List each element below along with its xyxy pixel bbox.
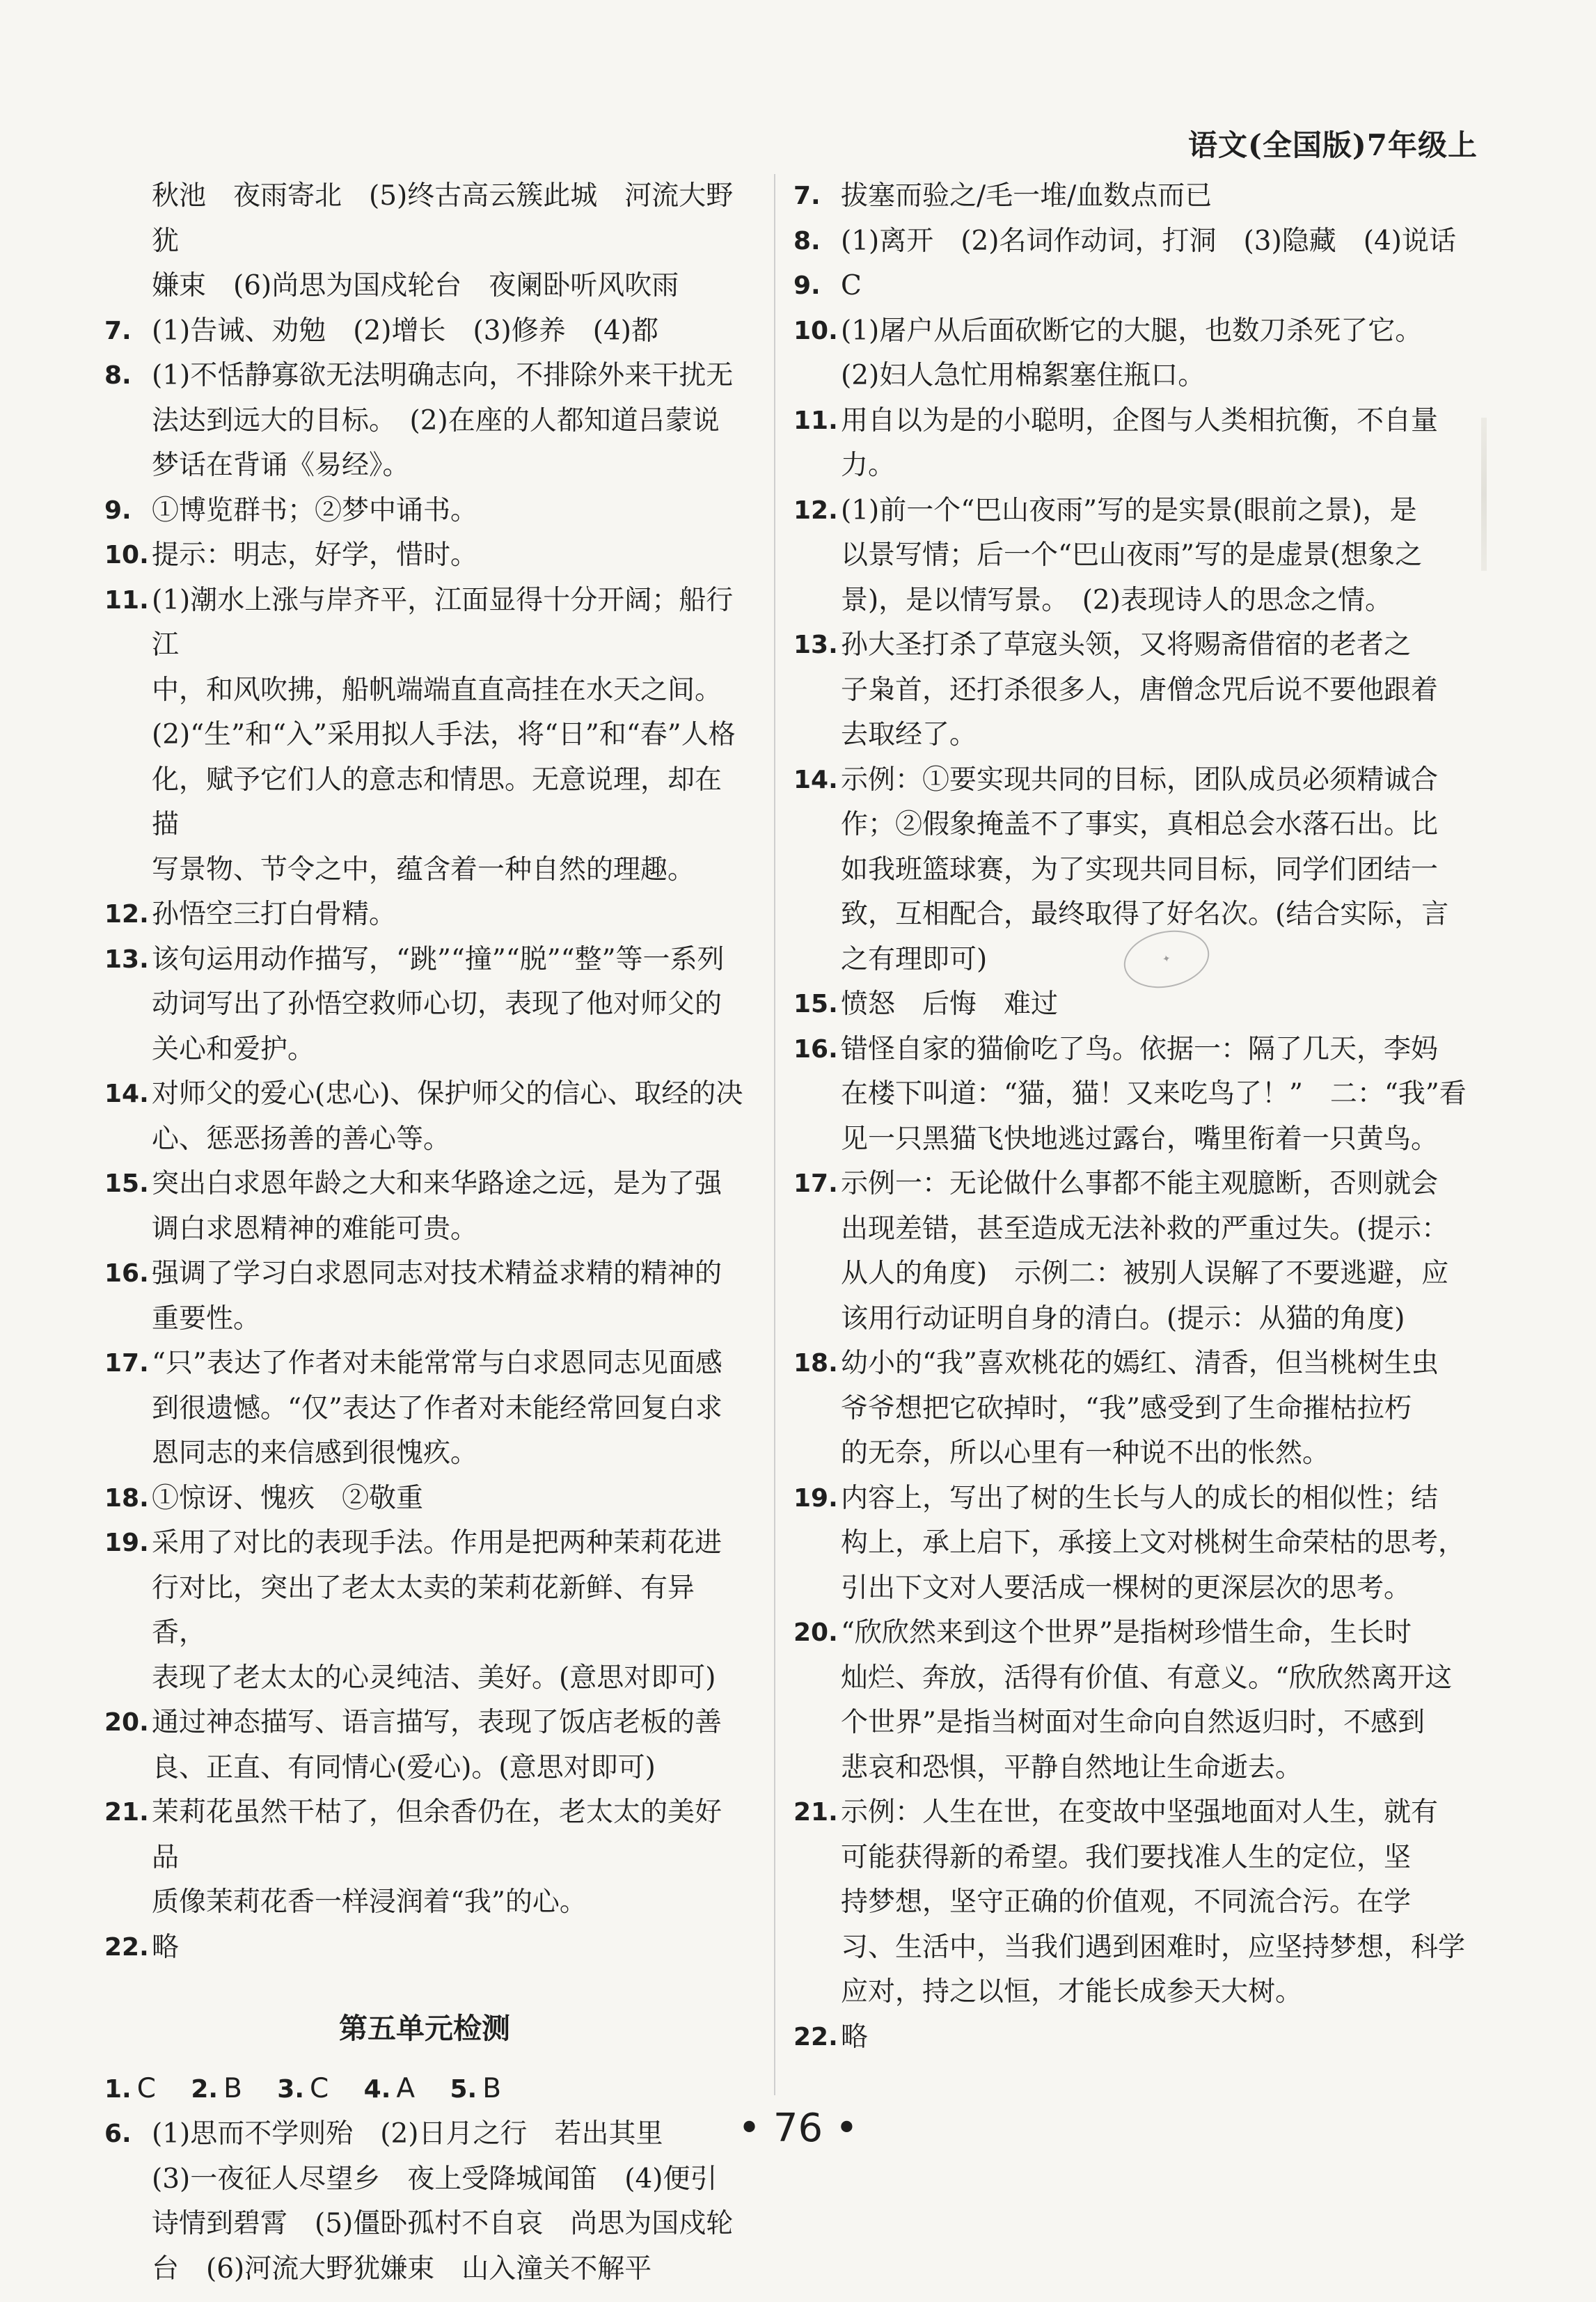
- watermark-stamp: ✦: [1119, 923, 1215, 995]
- text-line: 示例一：无论做什么事都不能主观臆断，否则就会: [841, 1168, 1439, 1199]
- answer-item: [104, 1790, 745, 1925]
- text-line: 错怪自家的猫偷吃了鸟。依据一：隔了几天，李妈: [841, 1033, 1439, 1065]
- answer-item: [793, 1162, 1490, 1341]
- text-line: 可能获得新的希望。我们要找准人生的定位，坚: [841, 1841, 1412, 1873]
- text-line: 幼小的“我”喜欢桃花的嫣红、清香，但当桃树生虫: [841, 1348, 1439, 1379]
- text-line: (1)屠户从后面砍断它的大腿，也数刀杀死了它。: [841, 315, 1423, 347]
- text-line: 灿烂、奔放，活得有价值、有意义。“欣欣然离开这: [841, 1662, 1452, 1694]
- text-line: 突出白求恩年龄之大和来华路途之远，是为了强: [152, 1168, 722, 1199]
- text-line: 以景写情；后一个“巴山夜雨”写的是虚景(想象之: [841, 539, 1423, 571]
- answer-item: [104, 892, 745, 938]
- answer-number: 16.: [793, 1034, 838, 1064]
- text-line: C: [841, 270, 862, 301]
- answer-number: 14.: [793, 765, 838, 794]
- text-line: 见一只黑猫飞快地逃过露台，嘴里衔着一只黄鸟。: [841, 1123, 1439, 1155]
- text-line: ①博览群书；②梦中诵书。: [152, 494, 478, 526]
- answer-number: 8.: [104, 361, 132, 390]
- text-line: ①惊讶、愧疚 ②敬重: [152, 1482, 424, 1514]
- answer-number: 9.: [793, 271, 821, 300]
- answer-continuation: [104, 174, 745, 309]
- answer-item: [104, 1476, 745, 1522]
- text-line: 子枭首，还打杀很多人，唐僧念咒后说不要他跟着: [841, 674, 1439, 706]
- left-column: [104, 174, 745, 2292]
- text-line: 法达到远大的目标。 (2)在座的人都知道吕蒙说: [152, 404, 720, 436]
- mc-answer: C: [136, 2072, 156, 2104]
- text-line: (1)不恬静寡欲无法明确志向，不排除外来干扰无: [152, 360, 734, 391]
- answer-item: [793, 399, 1490, 489]
- answer-item: [793, 309, 1490, 399]
- answer-item: [104, 578, 745, 893]
- text-line: 恩同志的来信感到很愧疚。: [152, 1437, 478, 1469]
- answer-item: [793, 264, 1490, 309]
- mc-number: 2.: [191, 2074, 219, 2104]
- text-line: 强调了学习白求恩同志对技术精益求精的精神的: [152, 1258, 722, 1289]
- text-line: 致，互相配合，最终取得了好名次。(结合实际，言: [841, 899, 1449, 930]
- answer-item: [793, 623, 1490, 758]
- answer-number: 17.: [104, 1349, 149, 1378]
- answer-number: 21.: [793, 1798, 838, 1827]
- text-line: 去取经了。: [841, 719, 977, 750]
- right-column: [793, 174, 1490, 2060]
- answer-item: [104, 1925, 745, 1971]
- text-line: 到很遗憾。“仅”表达了作者对未能经常回复白求: [152, 1392, 722, 1424]
- answer-number: 18.: [104, 1483, 149, 1513]
- text-line: 习、生活中，当我们遇到困难时，应坚持梦想，科学: [841, 1931, 1466, 1963]
- text-line: 悲哀和恐惧，平静自然地让生命逝去。: [841, 1751, 1303, 1783]
- answer-item: [104, 354, 745, 489]
- answer-number: 6.: [104, 2120, 132, 2148]
- answer-number: 16.: [104, 1259, 149, 1288]
- text-line: 孙悟空三打白骨精。: [152, 899, 397, 930]
- mc-number: 5.: [450, 2074, 477, 2104]
- answer-item: [104, 1252, 745, 1341]
- text-line: 个世界”是指当树面对生命向自然返归时，不感到: [841, 1707, 1425, 1738]
- text-line: 质像茉莉花香一样浸润着“我”的心。: [152, 1886, 587, 1918]
- answer-number: 22.: [104, 1932, 149, 1962]
- answer-item: [104, 309, 745, 354]
- text-line: 愤怒 后悔 难过: [841, 988, 1059, 1020]
- text-line: 心、惩恶扬善的善心等。: [152, 1123, 451, 1155]
- answer-item: [793, 982, 1490, 1027]
- answer-item: [104, 1072, 745, 1162]
- answer-number: 14.: [104, 1080, 149, 1108]
- answer-item: [104, 489, 745, 534]
- text-line: (2)妇人急忙用棉絮塞住瓶口。: [841, 360, 1206, 391]
- text-line: 略: [152, 1931, 180, 1963]
- answer-number: 12.: [793, 496, 838, 525]
- text-line: 关心和爱护。: [152, 1033, 315, 1065]
- right-answer-list: [793, 174, 1490, 2060]
- text-line: 略: [841, 2021, 869, 2053]
- page-number: • 76 •: [738, 2106, 858, 2151]
- text-line: 出现差错，甚至造成无法补救的严重过失。(提示：: [841, 1213, 1449, 1245]
- answer-number: 20.: [104, 1708, 149, 1737]
- text-line: 重要性。: [152, 1302, 261, 1334]
- answer-item: [793, 1790, 1490, 2015]
- answer-number: 21.: [104, 1798, 149, 1827]
- text-line: 秋池 夜雨寄北 (5)终古高云簇此城 河流大野犹: [152, 180, 734, 257]
- answer-item: [793, 2015, 1490, 2060]
- text-line: 台 (6)河流大野犹嫌束 山入潼关不解平: [152, 2253, 652, 2285]
- answer-item: [104, 1162, 745, 1252]
- text-line: 通过神态描写、语言描写，表现了饭店老板的善: [152, 1707, 722, 1738]
- answer-item: [793, 489, 1490, 624]
- text-line: 的无奈，所以心里有一种说不出的怅然。: [841, 1437, 1330, 1469]
- page-edge-texture: [1481, 418, 1487, 571]
- answer-number: 20.: [793, 1618, 838, 1647]
- text-line: 对师父的爱心(忠心)、保护师父的信心、取经的决: [152, 1078, 743, 1110]
- text-line: 该句运用动作描写，“跳”“撞”“脱”“整”等一系列: [152, 943, 725, 975]
- answer-number: 7.: [104, 316, 132, 345]
- answer-number: 15.: [793, 990, 838, 1018]
- text-line: 示例：①要实现共同的目标，团队成员必须精诚合: [841, 764, 1439, 796]
- text-line: (1)思而不学则殆 (2)日月之行 若出其里: [152, 2118, 663, 2150]
- text-line: 动词写出了孙悟空救师心切，表现了他对师父的: [152, 988, 722, 1020]
- column-divider: [774, 174, 775, 2095]
- text-line: 化，赋予它们人的意志和情思。无意说理，却在描: [152, 764, 722, 840]
- text-line: 持梦想，坚守正确的价值观，不同流合污。在学: [841, 1886, 1412, 1918]
- text-line: (2)“生”和“入”采用拟人手法，将“日”和“春”人格: [152, 719, 736, 750]
- text-line: 梦话在背诵《易经》。: [152, 450, 410, 481]
- answer-item: [793, 1476, 1490, 1611]
- text-line: (1)潮水上涨与岸齐平，江面显得十分开阔；船行江: [152, 584, 734, 661]
- text-line: 内容上，写出了树的生长与人的成长的相似性；结: [841, 1482, 1439, 1514]
- mc-answer: B: [482, 2072, 501, 2104]
- mc-number: 3.: [277, 2074, 305, 2104]
- mc-answer: A: [396, 2072, 416, 2104]
- answer-item: [793, 219, 1490, 265]
- answer-item: [793, 1027, 1490, 1162]
- mc-answer: C: [310, 2072, 329, 2104]
- text-line: 良、正直、有同情心(爱心)。(意思对即可): [152, 1751, 656, 1783]
- text-line: 之有理即可): [841, 943, 988, 975]
- text-line: 示例：人生在世，在变故中坚强地面对人生，就有: [841, 1797, 1439, 1828]
- text-line: 拔塞而验之/毛一堆/血数点而已: [841, 180, 1212, 212]
- answer-number: 15.: [104, 1169, 149, 1198]
- text-line: 应对，持之以恒，才能长成参天大树。: [841, 1976, 1303, 2008]
- text-line: 行对比，突出了老太太卖的茉莉花新鲜、有异香，: [152, 1572, 695, 1648]
- answer-number: 19.: [793, 1483, 838, 1513]
- answer-number: 8.: [793, 226, 821, 255]
- text-line: 中，和风吹拂，船帆端端直直高挂在水天之间。: [152, 674, 722, 706]
- text-line: 调白求恩精神的难能可贵。: [152, 1213, 478, 1245]
- text-line: 提示：明志，好学，惜时。: [152, 539, 478, 571]
- text-line: 该用行动证明自身的清白。(提示：从猫的角度): [841, 1302, 1405, 1334]
- left-answer-list: [104, 309, 745, 1971]
- text-line: 诗情到碧霄 (5)僵卧孤村不自哀 尚思为国戍轮: [152, 2208, 734, 2239]
- text-line: 茉莉花虽然干枯了，但余香仍在，老太太的美好品: [152, 1797, 722, 1873]
- text-line: (3)一夜征人尽望乡 夜上受降城闻笛 (4)便引: [152, 2163, 718, 2195]
- answer-number: 10.: [104, 541, 149, 569]
- answer-number: 13.: [793, 631, 838, 659]
- answer-item: [793, 174, 1490, 219]
- answer-number: 13.: [104, 945, 149, 974]
- text-line: 用自以为是的小聪明，企图与人类相抗衡，不自量力。: [841, 404, 1439, 481]
- answer-item: [104, 1341, 745, 1476]
- page-header-title: 语文(全国版)7年级上: [1188, 128, 1478, 162]
- answer-number: 17.: [793, 1169, 838, 1198]
- answer-number: 11.: [104, 585, 149, 615]
- text-line: 孙大圣打杀了草寇头领，又将赐斋借宿的老者之: [841, 629, 1412, 661]
- answer-number: 7.: [793, 182, 821, 210]
- answer-item: [793, 1611, 1490, 1790]
- answer-number: 12.: [104, 900, 149, 929]
- answer-number: 11.: [793, 406, 838, 435]
- mc-number: 4.: [363, 2074, 391, 2104]
- text-line: “欣欣然来到这个世界”是指树珍惜生命，生长时: [841, 1617, 1412, 1648]
- text-line: 引出下文对人要活成一棵树的更深层次的思考。: [841, 1572, 1412, 1604]
- text-line: 如我班篮球赛，为了实现共同目标，同学们团结一: [841, 853, 1439, 885]
- answer-number: 22.: [793, 2022, 838, 2051]
- text-line: 构上，承上启下，承接上文对桃树生命荣枯的思考，: [841, 1527, 1466, 1559]
- answer-item: [104, 1701, 745, 1790]
- mc-number: 1.: [104, 2074, 132, 2104]
- answer-number: 10.: [793, 316, 838, 345]
- text-line: 表现了老太太的心灵纯洁、美好。(意思对即可): [152, 1662, 716, 1694]
- text-line: (1)前一个“巴山夜雨”写的是实景(眼前之景)，是: [841, 494, 1417, 526]
- text-line: (1)离开 (2)名词作动词，打洞 (3)隐藏 (4)说话: [841, 225, 1456, 257]
- mc-answer: B: [223, 2072, 242, 2104]
- text-line: 景)，是以情写景。 (2)表现诗人的思念之情。: [841, 584, 1392, 616]
- answer-number: 18.: [793, 1349, 838, 1378]
- text-line: “只”表达了作者对未能常常与白求恩同志见面感: [152, 1348, 722, 1379]
- answer-item: [104, 1521, 745, 1701]
- text-line: (1)告诫、劝勉 (2)增长 (3)修养 (4)都: [152, 315, 658, 347]
- text-line: 在楼下叫道：“猫，猫！又来吃鸟了！” 二：“我”看: [841, 1078, 1467, 1110]
- answer-item: [793, 1341, 1490, 1476]
- text-line: 爷爷想把它砍掉时，“我”感受到了生命摧枯拉朽: [841, 1392, 1412, 1424]
- answer-item: [104, 533, 745, 578]
- text-line: 写景物、节令之中，蕴含着一种自然的理趣。: [152, 853, 695, 885]
- text-line: 采用了对比的表现手法。作用是把两种茉莉花进: [152, 1527, 722, 1559]
- answer-item: [104, 938, 745, 1073]
- text-line: 作；②假象掩盖不了事实，真相总会水落石出。比: [841, 809, 1439, 840]
- section-title: 第五单元检测: [339, 2012, 510, 2045]
- text-line: 从人的角度) 示例二：被别人误解了不要逃避，应: [841, 1258, 1449, 1289]
- answer-number: 19.: [104, 1529, 149, 1557]
- text-line: 嫌束 (6)尚思为国戍轮台 夜阑卧听风吹雨: [152, 270, 679, 301]
- answer-number: 9.: [104, 496, 132, 525]
